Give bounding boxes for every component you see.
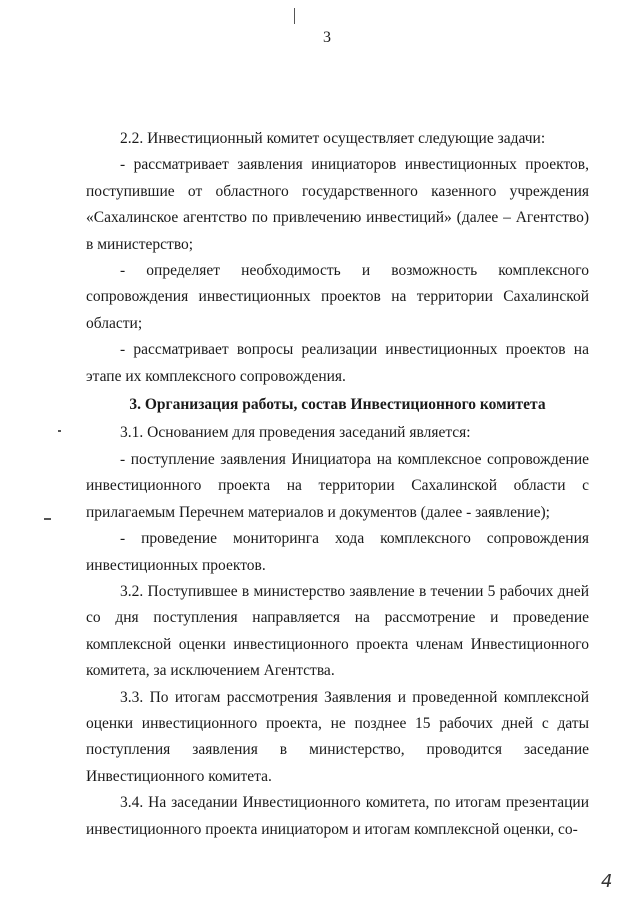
paragraph-3-1: 3.1. Основанием для проведения заседаний является: — [120, 424, 471, 442]
scan-artifact-left-2 — [44, 518, 51, 520]
paragraph-3-1-item-1: - поступление заявления Инициатора на комплексное сопровождение инвестиционного проекта на территории Сахалинской области с прилагаемым Перечнем материалов и документов (далее - заявление); — [86, 450, 589, 521]
paragraph-3-1-item-2: - проведение мониторинга хода комплексного сопровождения инвестиционных проектов. — [86, 530, 589, 574]
paragraph-3-4: 3.4. На заседании Инвестиционного комитета, по итогам презентации инвестиционного проекта инициатором и итогам комплексной оценки, со- — [86, 794, 589, 838]
page-number: 3 — [323, 29, 331, 46]
handwritten-page-mark: 4 — [601, 871, 613, 892]
section-3-heading: 3. Организация работы, состав Инвестиционного комитета — [129, 396, 546, 414]
paragraph-2-2-item-1: - рассматривает заявления инициаторов инвестиционных проектов, поступившие от областного государственного казенного учреждения «Сахалинское агентство по привлечению инвестиций» (далее – Агентство) в министерство; — [86, 156, 589, 253]
paragraph-2-2-item-3: - рассматривает вопросы реализации инвестиционных проектов на этапе их комплексного сопровождения. — [86, 341, 589, 385]
paragraph-2-2-item-2: - определяет необходимость и возможность комплексного сопровождения инвестиционных проектов на территории Сахалинской области; — [86, 262, 589, 332]
document-body — [86, 126, 589, 843]
paragraph-2-2: 2.2. Инвестиционный комитет осуществляет следующие задачи: — [120, 130, 546, 147]
scan-artifact-top — [294, 8, 295, 24]
paragraph-3-2: 3.2. Поступившее в министерство заявление в течении 5 рабочих дней со дня поступления направляется на рассмотрение и проведение комплексной оценки инвестиционного проекта членам Инвестиционного комитета, за исключением Агентства. — [86, 582, 589, 680]
paragraph-3-3: 3.3. По итогам рассмотрения Заявления и проведенной комплексной оценки инвестиционного проекта, не позднее 15 рабочих дней с даты поступления заявления в министерство, проводится заседание Инвестиционного комитета. — [86, 688, 589, 785]
scan-artifact-left-1 — [58, 430, 61, 432]
